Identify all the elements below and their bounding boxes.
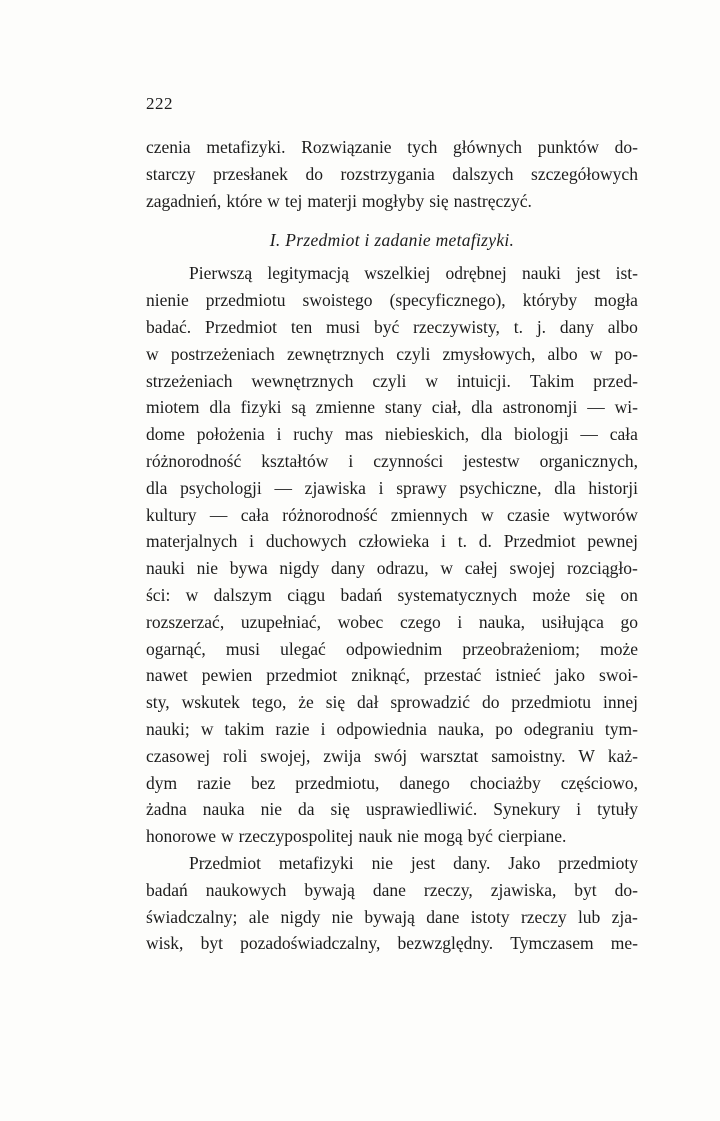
word: wszelkiej — [364, 263, 431, 284]
word: Jako — [508, 852, 541, 873]
word: po- — [614, 343, 638, 364]
word: cała — [609, 424, 638, 445]
word: tej — [284, 190, 303, 211]
word: częściowo, — [560, 772, 638, 793]
word: szczegółowych — [531, 163, 638, 184]
word: — — [580, 424, 598, 445]
word: czasowej — [146, 745, 211, 766]
word: kultury — [146, 504, 197, 525]
word: rozstrzygania — [340, 163, 435, 184]
word: odegraniu — [523, 718, 594, 739]
word: nie — [196, 558, 218, 579]
word: istnieć — [495, 665, 541, 686]
word: przesłanek — [213, 163, 288, 184]
text-line — [146, 421, 638, 448]
word: nie — [371, 852, 393, 873]
word: w — [200, 718, 214, 739]
word: bywają — [364, 906, 415, 927]
text-line — [146, 609, 638, 636]
word: metafizyki. — [206, 137, 286, 157]
word: nauka, — [438, 718, 485, 739]
word: pewien — [201, 665, 253, 686]
word: do- — [614, 879, 638, 900]
word: zwija — [323, 745, 362, 766]
word: zewnętrznych — [286, 343, 385, 364]
word: różnorodność — [282, 504, 378, 525]
word: innej — [602, 692, 638, 713]
word: zja- — [611, 906, 638, 927]
word: tytuły — [597, 799, 638, 820]
text-line — [146, 502, 638, 529]
word: nauki — [521, 263, 561, 284]
text-line — [146, 448, 638, 475]
word: w — [440, 558, 454, 579]
word: usiłująca — [541, 611, 604, 632]
word: do- — [614, 137, 638, 157]
word: biologji — [514, 424, 569, 445]
word: fizyki — [240, 397, 282, 418]
text-line — [146, 555, 638, 582]
word: może — [600, 638, 638, 659]
word: da — [297, 799, 315, 820]
word: się — [429, 190, 449, 211]
word: i — [441, 531, 446, 552]
text-line — [146, 770, 638, 797]
word: nauka — [202, 799, 245, 820]
word: materjalnych — [146, 531, 238, 552]
word: Przedmiot — [205, 316, 277, 337]
word: po — [495, 718, 513, 739]
word: sprowadzić — [390, 692, 471, 713]
text-line — [146, 260, 638, 287]
text-line — [146, 582, 638, 609]
word: się — [585, 584, 606, 605]
word: przed- — [593, 370, 638, 391]
text-line — [146, 662, 638, 689]
word: swojej, — [260, 745, 311, 766]
word: cierpiane. — [497, 826, 567, 847]
word: przedmiotu — [511, 692, 592, 713]
word: położenia — [196, 424, 265, 445]
word: i — [249, 531, 255, 552]
word: postrzeżeniach — [170, 343, 275, 364]
word: głównych — [453, 137, 523, 157]
word: sty, — [146, 692, 170, 713]
word: historji — [588, 477, 638, 498]
word: Tymczasem — [510, 933, 594, 954]
word: dane — [372, 879, 406, 900]
word: zjawiska, — [490, 879, 557, 900]
word: dome — [146, 424, 185, 445]
word: wobec — [337, 611, 384, 632]
word: rzeczy — [520, 906, 567, 927]
word: ciał, — [431, 397, 462, 418]
word: tych — [407, 137, 438, 157]
word: któryby — [522, 290, 578, 311]
word: usprawiedliwić. — [365, 799, 478, 820]
word: Przedmiot — [189, 852, 261, 873]
word: dla — [146, 477, 168, 498]
word: czynności — [373, 450, 444, 471]
word: do — [481, 692, 500, 713]
word: nastręczyć. — [453, 190, 532, 211]
word: nie — [397, 826, 419, 847]
text-line — [146, 368, 638, 395]
word: albo — [547, 343, 578, 364]
word: w — [185, 584, 199, 605]
word: ruchy — [293, 424, 334, 445]
word: różnorodność — [146, 450, 242, 471]
word: mogłyby — [361, 190, 425, 211]
word: naukowych — [205, 879, 287, 900]
text-line — [146, 636, 638, 663]
word: danego — [399, 772, 450, 793]
word: miotem — [146, 397, 200, 418]
word: zniknąć, — [351, 665, 410, 686]
word: kształtów — [261, 450, 329, 471]
word: dla — [480, 424, 503, 445]
word: mas — [344, 424, 374, 445]
word: dane — [426, 906, 460, 927]
word: bywają — [304, 879, 355, 900]
word: całej — [464, 558, 498, 579]
text-line — [146, 134, 638, 161]
word: swoi- — [599, 665, 638, 686]
word: chociażby — [469, 772, 541, 793]
text-line — [146, 341, 638, 368]
word: musi — [225, 638, 260, 659]
word: się — [330, 799, 350, 820]
word: t. — [457, 531, 467, 552]
word: jest — [576, 263, 601, 284]
section-heading: I. Przedmiot i zadanie metafizyki. — [269, 230, 515, 251]
word: jako — [554, 665, 586, 686]
word: przestać — [423, 665, 482, 686]
word: nawet — [146, 665, 188, 686]
text-line — [146, 823, 638, 850]
word: ści: — [146, 584, 171, 605]
word: odpowiednim — [345, 638, 443, 659]
word: legitymacją — [267, 263, 350, 284]
word: metafizyki — [278, 852, 354, 873]
word: mogą — [423, 826, 463, 847]
word: jestestw — [463, 450, 520, 471]
word: dla — [471, 397, 493, 418]
word: badań — [146, 879, 188, 900]
word: pewnej — [587, 531, 638, 552]
word: swoistego — [302, 290, 373, 311]
word: ulegać — [280, 638, 326, 659]
word: wewnętrznych — [251, 370, 354, 391]
word: byt — [574, 879, 597, 900]
word: cała — [240, 504, 269, 525]
word: Synekury — [493, 799, 561, 820]
word: byt — [200, 933, 223, 954]
word: stany — [384, 397, 422, 418]
text-line — [146, 188, 638, 215]
word: — — [274, 477, 292, 498]
word: istoty — [470, 906, 510, 927]
word: zjawiska — [304, 477, 366, 498]
word: me- — [610, 933, 638, 954]
word: nauki; — [146, 718, 190, 739]
word: nauka, — [478, 611, 526, 632]
page-number: 222 — [146, 94, 173, 113]
word: razie — [197, 772, 232, 793]
word: przeobrażeniom; — [462, 638, 580, 659]
word: przedmiotu — [205, 290, 286, 311]
word: — — [587, 397, 605, 418]
word: bezwzględny. — [397, 933, 494, 954]
word: może — [532, 584, 571, 605]
word: że — [298, 692, 314, 713]
word: ogarnąć, — [146, 638, 206, 659]
text-line — [146, 877, 638, 904]
text-line — [146, 930, 638, 957]
word: dany — [559, 316, 594, 337]
word: razie — [275, 718, 310, 739]
text-line — [146, 528, 638, 555]
word: nauki — [146, 558, 185, 579]
word: j. — [536, 316, 547, 337]
word: materji — [307, 190, 357, 211]
word: swojej — [509, 558, 556, 579]
word: przedmiotu, — [295, 772, 380, 793]
word: musi — [326, 316, 361, 337]
word: nigdy — [280, 906, 321, 927]
text-block — [146, 134, 638, 957]
word: tego, — [251, 692, 287, 713]
word: astronomji — [502, 397, 578, 418]
word: ciągu — [287, 584, 326, 605]
word: Przedmiot — [503, 531, 576, 552]
word: odrębnej — [445, 263, 507, 284]
text-line — [146, 716, 638, 743]
word: ten — [290, 316, 313, 337]
word: dał — [357, 692, 379, 713]
word: być — [373, 316, 400, 337]
word: Pierwszą — [189, 263, 253, 284]
word: odrazu, — [376, 558, 429, 579]
word: samoistny. — [491, 745, 566, 766]
word: uzupełniać, — [240, 611, 321, 632]
word: są — [291, 397, 306, 418]
word: d. — [478, 531, 492, 552]
word: i — [348, 450, 354, 471]
word: przedmiot — [266, 665, 338, 686]
word: bywa — [229, 558, 268, 579]
word: do — [305, 163, 323, 184]
word: intuicji. — [456, 370, 511, 391]
word: człowieka — [358, 531, 430, 552]
word: świadczalny; — [146, 906, 238, 927]
word: nienie — [146, 290, 189, 311]
word: czenia — [146, 137, 191, 157]
word: niebieskich, — [385, 424, 470, 445]
word: (specyficznego), — [389, 290, 506, 311]
word: punktów — [537, 137, 599, 157]
word: czyli — [396, 343, 431, 364]
word: warsztat — [420, 745, 479, 766]
word: zmienne — [315, 397, 376, 418]
word: czego — [399, 611, 441, 632]
word: systematycznych — [397, 584, 518, 605]
word: sprawy — [396, 477, 447, 498]
word: czasie — [506, 504, 550, 525]
word: starczy — [146, 163, 196, 184]
word: takim — [224, 718, 265, 739]
word: i — [576, 799, 582, 820]
word: wskutek — [181, 692, 240, 713]
word: go — [620, 611, 638, 632]
word: W — [578, 745, 595, 766]
text-line — [146, 394, 638, 421]
word: psychologji — [180, 477, 262, 498]
word: zmysłowych, — [442, 343, 536, 364]
word: każ- — [607, 745, 638, 766]
word: strzeżeniach — [146, 370, 233, 391]
word: nie — [260, 799, 282, 820]
word: w — [425, 370, 438, 391]
word: zagadnień, — [146, 190, 222, 211]
word: wi- — [614, 397, 638, 418]
word: ist- — [615, 263, 638, 284]
word: odpowiednia — [336, 718, 427, 739]
word: które — [226, 190, 263, 211]
text-line — [146, 161, 638, 188]
word: i — [457, 611, 463, 632]
word: badań — [340, 584, 383, 605]
word: rzeczywisty, — [413, 316, 500, 337]
word: przedmioty — [558, 852, 638, 873]
text-line — [146, 743, 638, 770]
text-line — [146, 689, 638, 716]
word: dym — [146, 772, 178, 793]
word: być — [467, 826, 493, 847]
word: wisk, — [146, 933, 184, 954]
word: się — [325, 692, 346, 713]
text-line — [146, 796, 638, 823]
word: dla — [554, 477, 576, 498]
text-line — [146, 287, 638, 314]
word: wytworów — [563, 504, 638, 525]
word: bez — [251, 772, 276, 793]
word: nie — [331, 906, 354, 927]
word: czyli — [372, 370, 407, 391]
word: rozszerzać, — [146, 611, 225, 632]
word: dalszych — [452, 163, 514, 184]
word: i — [276, 424, 282, 445]
word: dla — [209, 397, 231, 418]
word: i — [320, 718, 326, 739]
word: rzeczy, — [423, 879, 473, 900]
text-line — [146, 904, 638, 931]
word: t. — [513, 316, 523, 337]
word: rozciągło- — [566, 558, 638, 579]
word: zmiennych — [390, 504, 468, 525]
word: on — [620, 584, 638, 605]
word: badać. — [146, 316, 192, 337]
word: honorowe — [146, 826, 216, 847]
word: w — [220, 826, 234, 847]
word: w — [589, 343, 603, 364]
word: rzeczypospolitej — [238, 826, 354, 847]
word: tym- — [604, 718, 638, 739]
word: i — [378, 477, 384, 498]
word: pozadoświadczalny, — [240, 933, 381, 954]
text-line — [146, 475, 638, 502]
word: żadna — [146, 799, 187, 820]
word: organicznych, — [539, 450, 638, 471]
word: mogła — [594, 290, 638, 311]
word: w — [146, 343, 159, 364]
text-line — [146, 850, 638, 877]
word: roli — [223, 745, 248, 766]
word: dalszym — [213, 584, 272, 605]
word: ale — [248, 906, 270, 927]
word: swój — [374, 745, 408, 766]
word: Takim — [529, 370, 575, 391]
text-line — [146, 314, 638, 341]
word: nauk — [358, 826, 393, 847]
word: duchowych — [265, 531, 347, 552]
word: psychiczne, — [459, 477, 542, 498]
word: Rozwiązanie — [301, 137, 392, 157]
word: albo — [607, 316, 638, 337]
word: jest — [410, 852, 436, 873]
word: dany. — [453, 852, 491, 873]
word: dany — [330, 558, 365, 579]
word: w — [267, 190, 280, 211]
word: lub — [577, 906, 601, 927]
word: nigdy — [279, 558, 320, 579]
word: — — [209, 504, 228, 525]
word: w — [481, 504, 494, 525]
